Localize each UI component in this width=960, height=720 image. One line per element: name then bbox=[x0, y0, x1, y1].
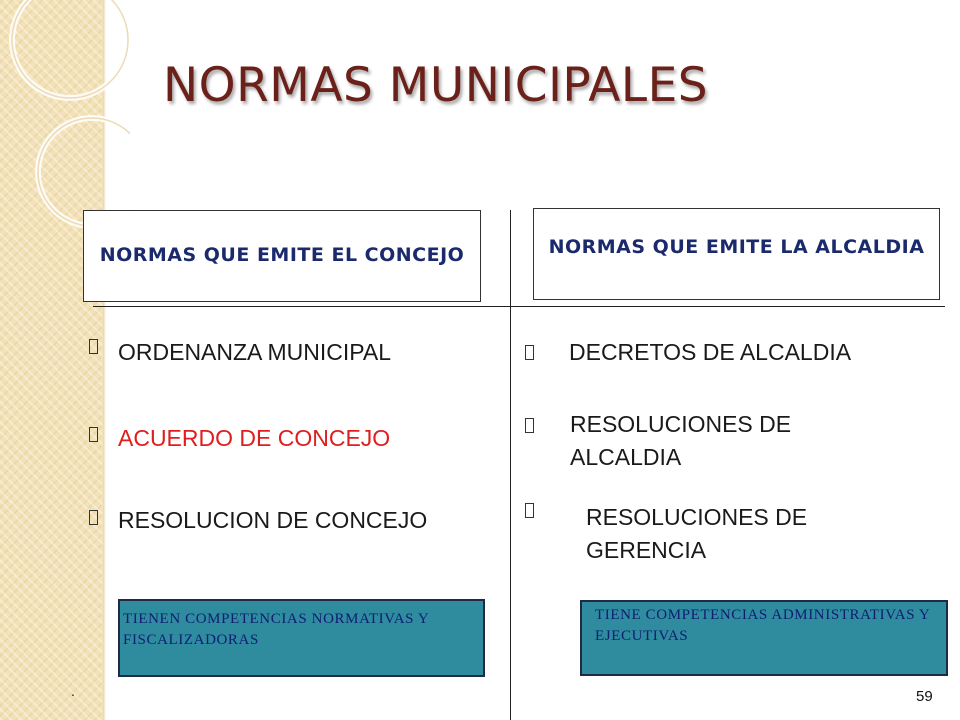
competence-box-concejo bbox=[118, 599, 485, 677]
header-alcaldia-label: NORMAS QUE EMITE LA ALCALDIA bbox=[548, 236, 925, 259]
header-concejo-label: NORMAS QUE EMITE EL CONCEJO bbox=[99, 244, 465, 267]
list-item-resoluciones-de-gerencia: RESOLUCIONES DE GERENCIA bbox=[586, 504, 808, 563]
page-number: 59 bbox=[916, 688, 933, 705]
list-item-resoluciones-de-alcaldia: RESOLUCIONES DE ALCALDIA bbox=[570, 411, 792, 470]
list-item-decretos-de-alcaldia: DECRETOS DE ALCALDIA bbox=[569, 339, 852, 365]
square-bullet-icon bbox=[525, 345, 534, 360]
square-bullet-icon bbox=[525, 503, 534, 518]
column-divider-vertical bbox=[510, 210, 511, 720]
square-bullet-icon bbox=[525, 418, 534, 433]
list-item-ordenanza-municipal: ORDENANZA MUNICIPAL bbox=[118, 339, 392, 365]
competence-alcaldia-text: TIENE COMPETENCIAS ADMINISTRATIVAS Y EJECUTIVAS bbox=[595, 607, 930, 644]
competence-box-alcaldia bbox=[580, 600, 948, 676]
footer-dot: . bbox=[71, 683, 75, 699]
header-divider-horizontal bbox=[93, 306, 945, 307]
competence-concejo-text: TIENEN COMPETENCIAS NORMATIVAS Y FISCALIZADORAS bbox=[123, 611, 429, 648]
square-bullet-icon bbox=[89, 510, 98, 525]
square-bullet-icon bbox=[89, 427, 98, 442]
list-item-resolucion-de-concejo: RESOLUCION DE CONCEJO bbox=[118, 507, 428, 533]
slide-title: NORMAS MUNICIPALES bbox=[163, 58, 709, 113]
header-concejo bbox=[83, 210, 481, 302]
square-bullet-icon bbox=[89, 339, 98, 354]
header-alcaldia bbox=[533, 208, 940, 300]
list-item-acuerdo-de-concejo: ACUERDO DE CONCEJO bbox=[118, 425, 391, 451]
